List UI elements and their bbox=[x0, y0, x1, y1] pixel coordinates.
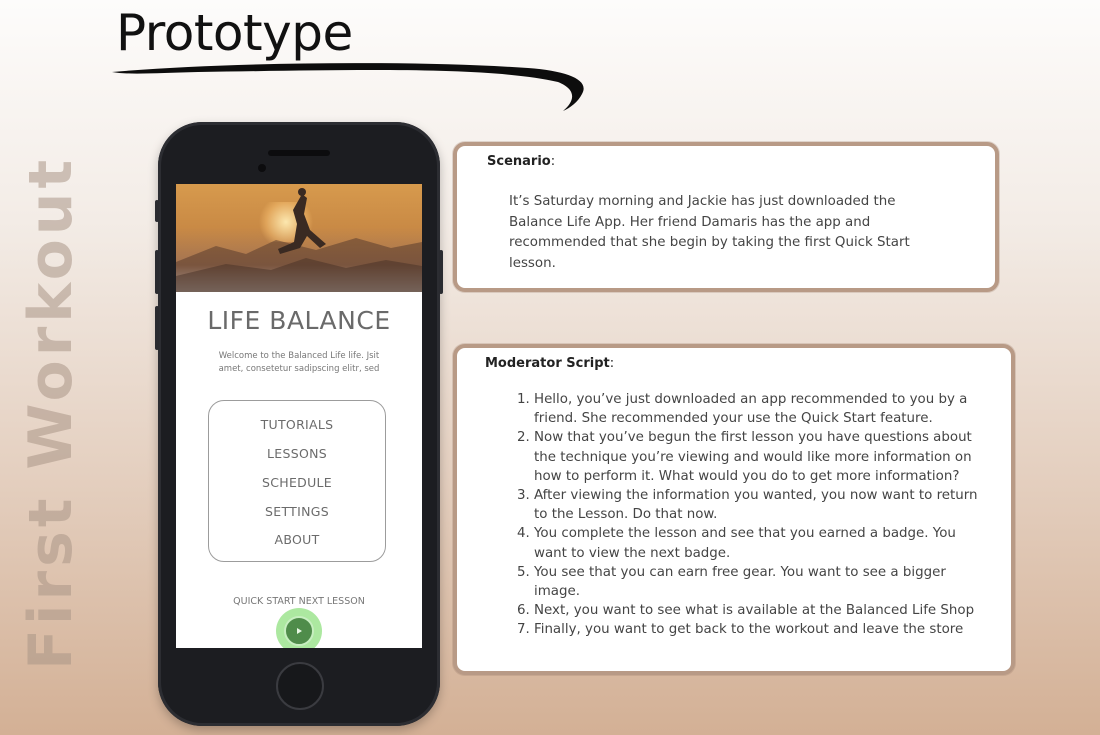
phone-camera bbox=[258, 164, 266, 172]
scenario-card bbox=[453, 142, 999, 292]
scenario-body: It’s Saturday morning and Jackie has just downloaded the Balance Life App. Her friend Damaris has the app and recommended that she begin by taking the first Quick Start lesson. bbox=[509, 194, 910, 271]
phone-volume-up bbox=[155, 250, 159, 294]
phone-screen bbox=[176, 184, 422, 648]
menu-item-about[interactable]: ABOUT bbox=[274, 532, 320, 547]
moderator-script-heading: Moderator Script: bbox=[485, 356, 615, 371]
phone-home-button[interactable] bbox=[276, 662, 324, 710]
script-item: 3. After viewing the information you wanted, you now want to return to the Lesson. Do that now. bbox=[517, 488, 978, 523]
app-title: LIFE BALANCE bbox=[207, 306, 391, 335]
quick-start-label[interactable]: QUICK START NEXT LESSON bbox=[233, 596, 365, 607]
hero-silhouette bbox=[176, 184, 422, 292]
phone-volume-down bbox=[155, 306, 159, 350]
script-item: 7. Finally, you want to get back to the workout and leave the store bbox=[517, 622, 964, 638]
scenario-heading: Scenario: bbox=[487, 154, 556, 169]
side-title: First Workout bbox=[16, 155, 86, 670]
hero-image bbox=[176, 184, 422, 292]
phone-mockup bbox=[158, 122, 440, 726]
quick-start-play-button[interactable] bbox=[284, 616, 314, 646]
script-item: 2. Now that you’ve begun the first lesson you have questions about the technique you’re viewing and would like more information on how to perform it. What would you do to get more information? bbox=[517, 430, 972, 484]
moderator-script-card bbox=[453, 344, 1015, 675]
menu-item-settings[interactable]: SETTINGS bbox=[265, 504, 329, 519]
phone-speaker bbox=[268, 150, 330, 156]
brush-stroke-underline bbox=[108, 58, 598, 118]
welcome-text: Welcome to the Balanced Life life. Jsit amet, consetetur sadipscing elitr, sed bbox=[218, 351, 380, 374]
script-item: 4. You complete the lesson and see that you earned a badge. You want to view the next badge. bbox=[517, 526, 956, 561]
script-item: 1. Hello, you’ve just downloaded an app recommended to you by a friend. She recommended your use the Quick Start feature. bbox=[517, 392, 968, 427]
script-item: 5. You see that you can earn free gear. You want to see a bigger image. bbox=[517, 564, 946, 600]
phone-mute-switch bbox=[155, 200, 159, 222]
moderator-script-list bbox=[517, 390, 987, 640]
menu-item-lessons[interactable]: LESSONS bbox=[267, 446, 327, 461]
script-item: 6. Next, you want to see what is available at the Balanced Life Shop bbox=[517, 603, 975, 619]
menu-item-schedule[interactable]: SCHEDULE bbox=[262, 475, 332, 490]
menu-item-tutorials[interactable]: TUTORIALS bbox=[260, 417, 334, 432]
main-menu bbox=[208, 400, 386, 562]
play-icon bbox=[294, 626, 304, 636]
page-title: Prototype bbox=[116, 4, 353, 62]
phone-power-button bbox=[439, 250, 443, 294]
